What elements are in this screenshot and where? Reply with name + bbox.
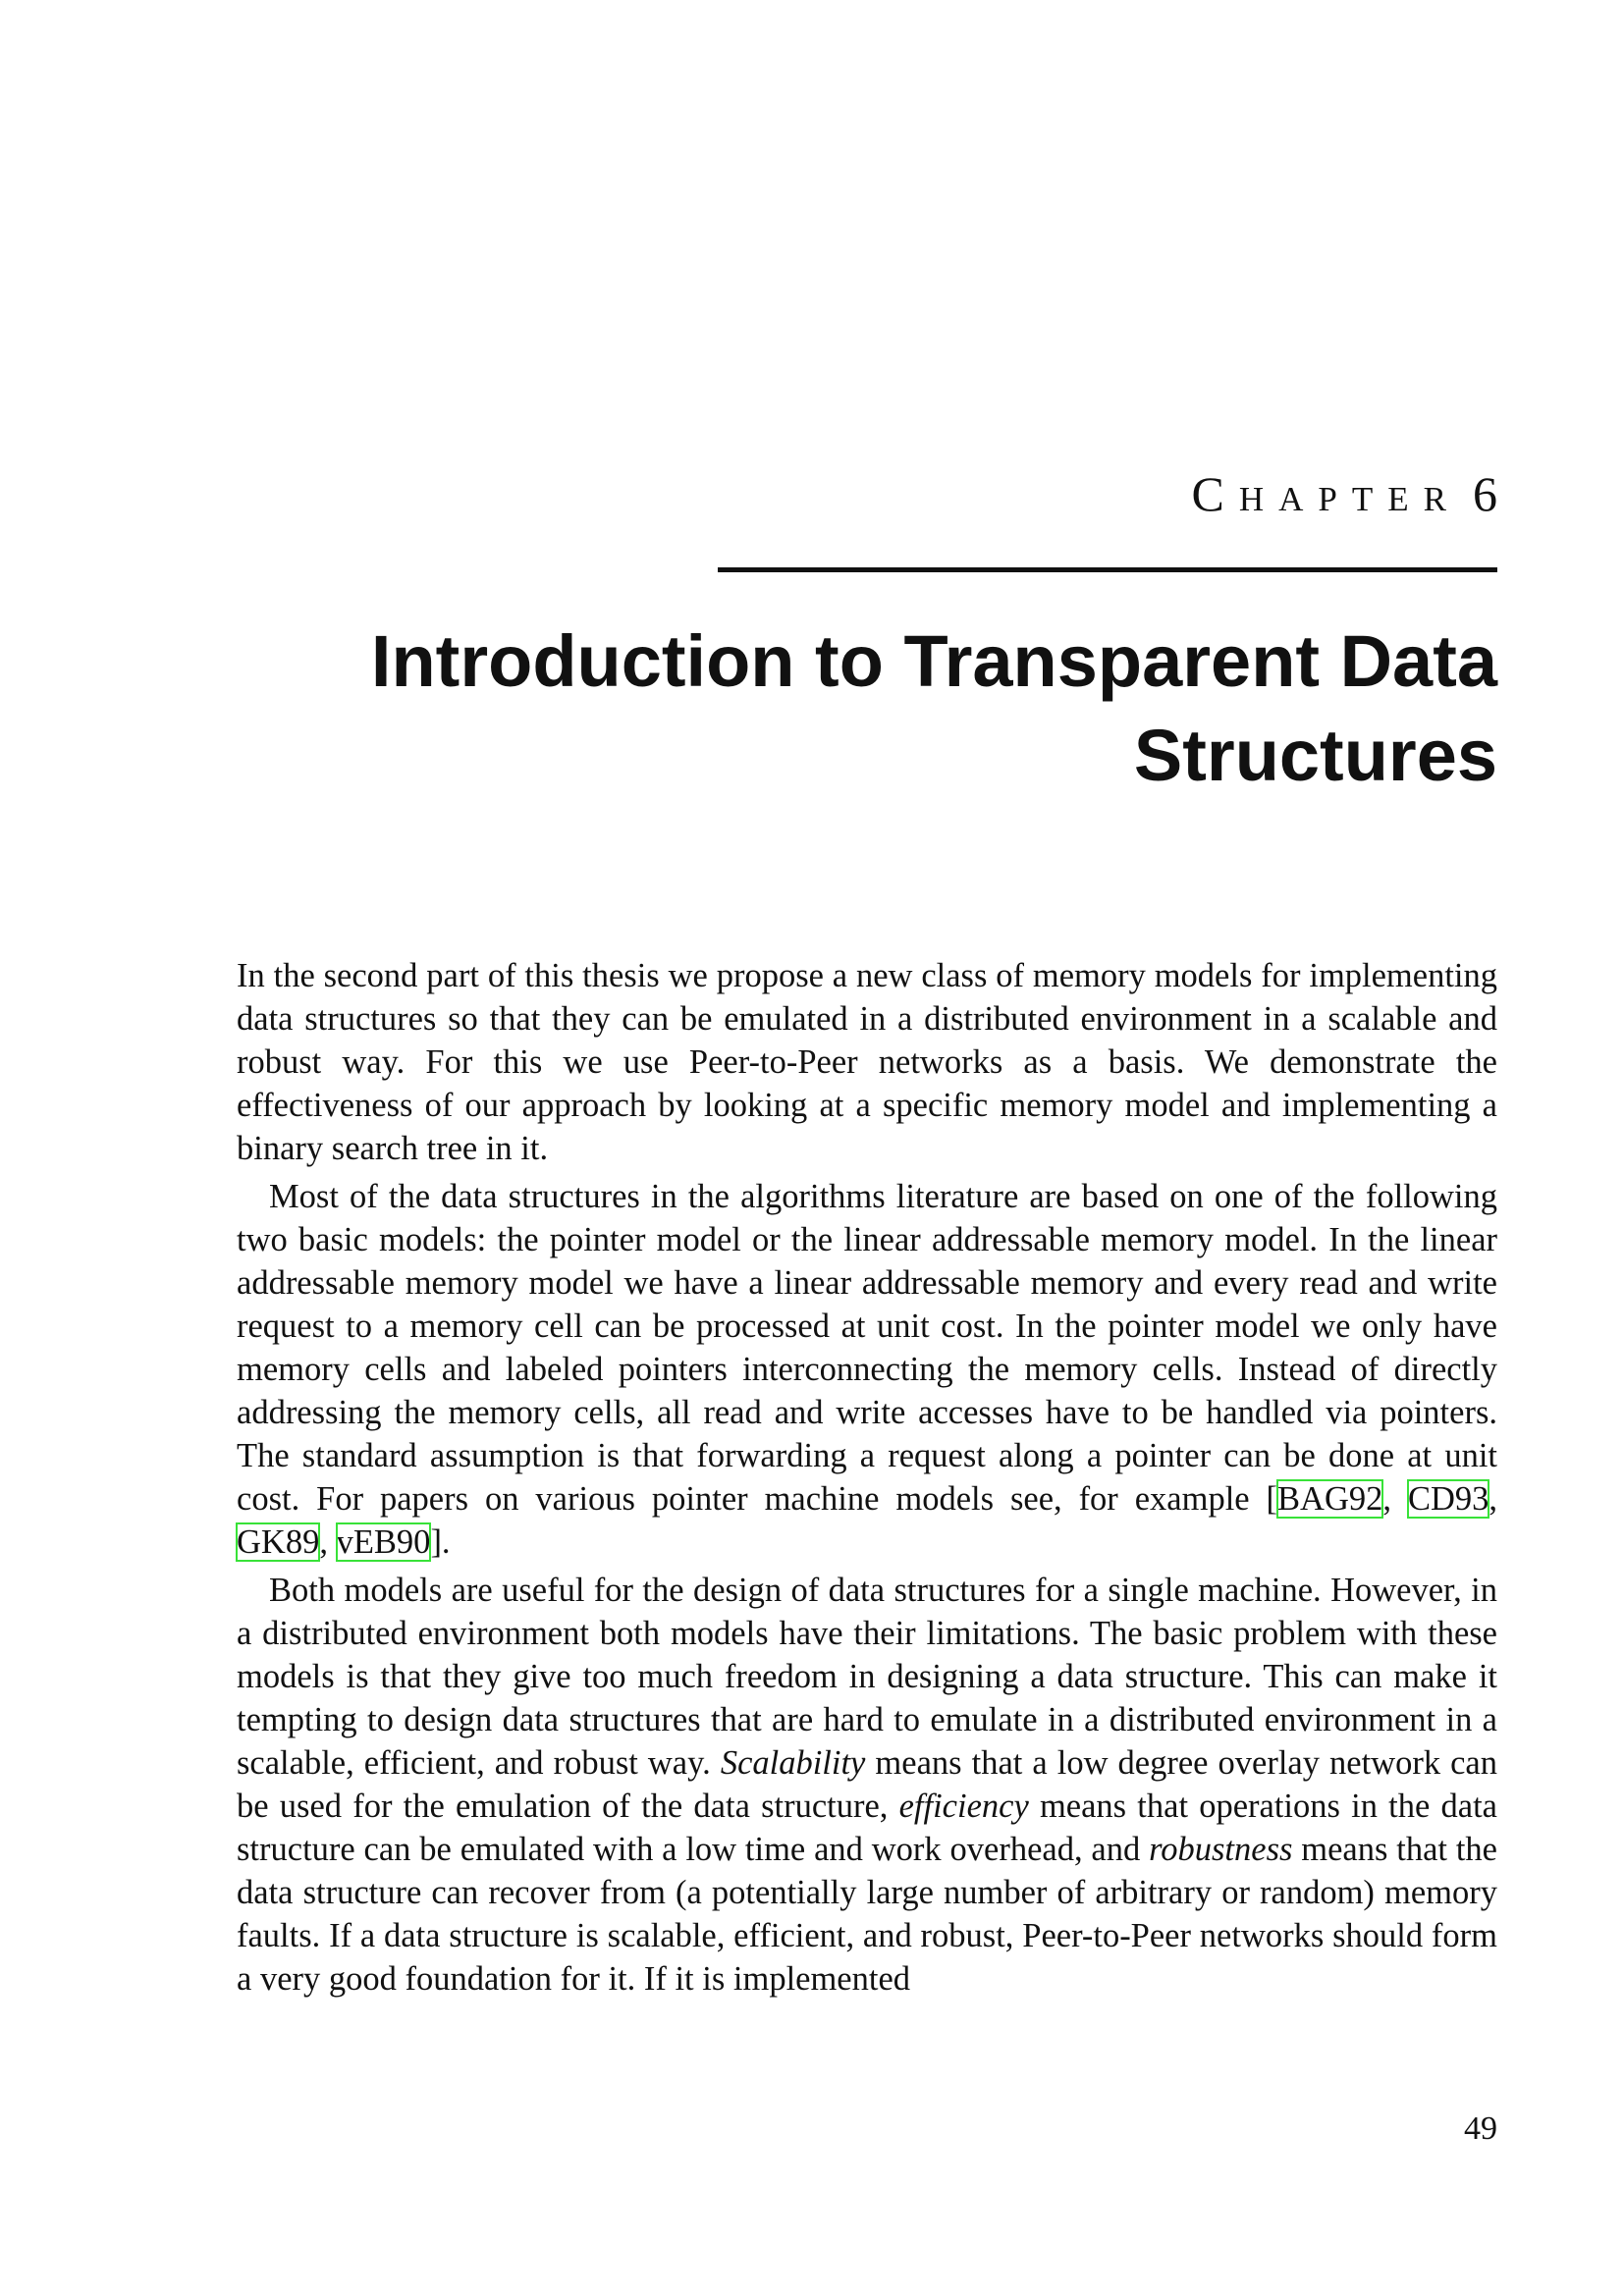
paragraph-3-text: means that the data structure can recover from (a potentially large number of arbitrary or random) memory faults. If a data structure is scalable, efficient, and robust, Peer-to-Peer networks should form a very good foundation for it. If it is implemented xyxy=(237,1831,1497,1998)
paragraph-2-text: Most of the data structures in the algorithms literature are based on one of the following two basic models: the pointer model or the linear addressable memory model. In the linear addressable memory model we have a linear addressable memory and every read and write request to a memory cell can be processed at unit cost. In the pointer model we only have memory cells and labeled pointers interconnecting the memory cells. Instead of directly addressing the memory cells, all read and write accesses have to be handled via pointers. The standard assumption is that forwarding a request along a pointer can be done at unit cost. For papers on various pointer machine models see, for example [ xyxy=(237,1178,1497,1518)
citation-separator: , xyxy=(1382,1480,1408,1518)
citation-link[interactable]: BAG92 xyxy=(1277,1480,1383,1518)
citation-link[interactable]: vEB90 xyxy=(336,1523,431,1561)
paragraph-3 xyxy=(237,1569,1497,2001)
citation-separator: , xyxy=(1489,1480,1497,1518)
chapter-label xyxy=(1191,466,1497,521)
paragraph-3-text: means that a low degree overlay network can be used for the emulation of the data structure, xyxy=(237,1744,1497,1825)
term-robustness: robustness xyxy=(1149,1831,1293,1868)
chapter-title xyxy=(368,614,1497,803)
paragraph-3-text: Both models are useful for the design of data structures for a single machine. However, in a distributed environment both models have their limitations. The basic problem with these models is that they give too much freedom in designing a data structure. This can make it tempting to design data structures that are hard to emulate in a distributed environment in a scalable, efficient, and robust way. xyxy=(237,1572,1497,1782)
chapter-number: 6 xyxy=(1473,466,1497,521)
chapter-title-line-1: Introduction to Transparent Data xyxy=(370,620,1497,702)
chapter-rule xyxy=(718,567,1497,572)
body-text xyxy=(237,954,1497,2005)
paragraph-1: In the second part of this thesis we propose a new class of memory models for implementing data structures so that they can be emulated in a distributed environment in a scalable and robust way. For this we use Peer-to-Peer networks as a basis. We demonstrate the effectiveness of our approach by looking at a specific memory model and implementing a binary search tree in it. xyxy=(237,957,1497,1167)
chapter-title-line-2: Structures xyxy=(1133,715,1497,796)
term-scalability: Scalability xyxy=(720,1744,866,1782)
chapter-word: Chapter xyxy=(1191,466,1461,521)
paragraph-2-end: ]. xyxy=(430,1523,451,1561)
paragraph-3-text: means that operations in the data structure can be emulated with a low time and work overhead, and xyxy=(237,1788,1497,1868)
citation-separator: , xyxy=(319,1523,337,1561)
citation-link[interactable]: CD93 xyxy=(1407,1480,1489,1518)
citation-link[interactable]: GK89 xyxy=(237,1523,320,1561)
term-efficiency: efficiency xyxy=(898,1788,1029,1825)
paragraph-2 xyxy=(237,1175,1497,1564)
page-number: 49 xyxy=(1464,2110,1497,2147)
